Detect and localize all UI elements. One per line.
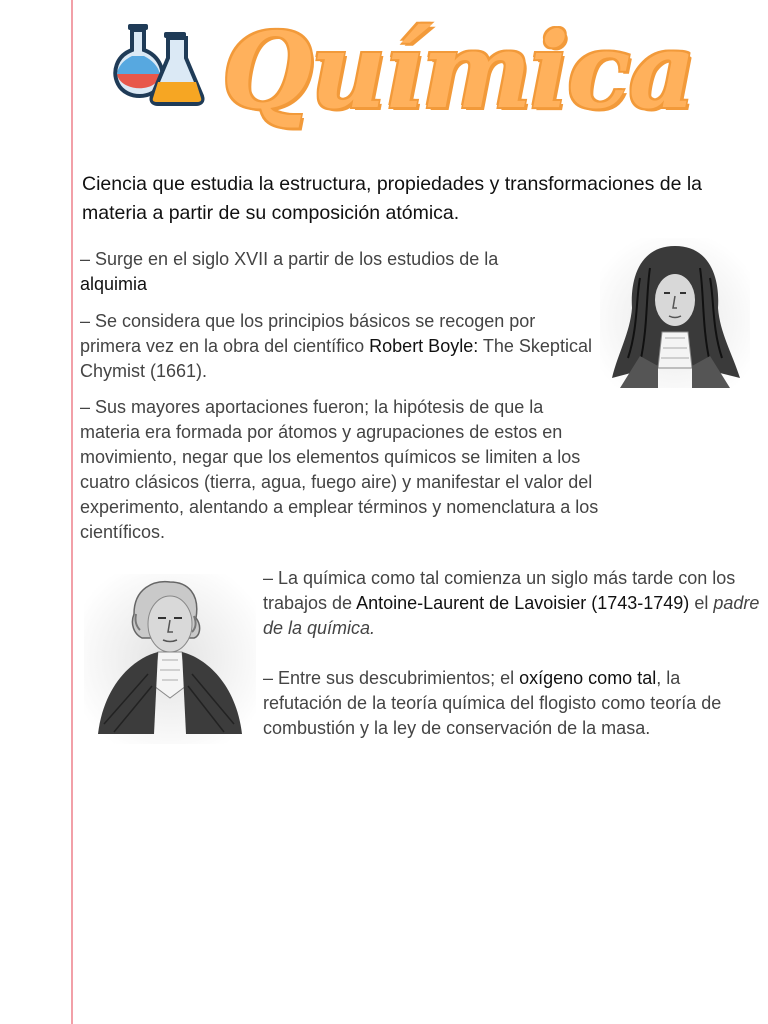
highlight-robert-boyle: Robert Boyle: (369, 336, 479, 356)
highlight-alquimia: alquimia (80, 274, 148, 294)
definition-text: Ciencia que estudia la estructura, propiedades y transformaciones de la materia a partir de su composición atómica. (82, 173, 703, 224)
lavoisier-portrait (84, 574, 256, 744)
paragraph-lavoisier (263, 566, 763, 641)
italic-padre-quimica: padre de la química. (263, 593, 760, 638)
paragraph-text: , la refutación de la teoría química del flogisto como teoría de combustión y la ley de conservación de la masa. (263, 668, 722, 738)
notebook-margin-line (71, 0, 73, 1024)
page-title: Química (222, 9, 694, 132)
paragraph-discoveries (263, 666, 763, 741)
highlight-lavoisier: Antoine-Laurent de Lavoisier (1743-1749) (356, 593, 690, 613)
paragraph-contributions: – Sus mayores aportaciones fueron; la hipótesis de que la materia era formada por átomos y agrupaciones de estos en movimiento, negar que los elementos químicos se limiten a los cuatro clásicos (tierra, agua, fuego aire) y manifestar el valor del experimento, alentando a emplear términos y nomenclatura a los científicos. (80, 397, 599, 542)
header (104, 4, 694, 154)
paragraph-text: – Se considera que los principios básicos se recogen por primera vez en la obra del científico (80, 311, 536, 356)
paragraph-boyle (80, 309, 600, 384)
paragraph-text: el (689, 593, 714, 613)
paragraph-text: – La química como tal comienza un siglo más tarde con los trabajos de (263, 568, 736, 613)
flask-icon (108, 20, 208, 106)
paragraph-text: – Entre sus descubrimientos; el (263, 668, 520, 688)
paragraph-text: – Surge en el siglo XVII a partir de los estudios de la (80, 249, 499, 269)
robert-boyle-portrait (600, 238, 750, 388)
highlight-oxigeno: oxígeno como tal (519, 668, 657, 688)
paragraph-origin (80, 247, 560, 297)
paragraph-text: The Skeptical Chymist (1661). (80, 336, 592, 381)
